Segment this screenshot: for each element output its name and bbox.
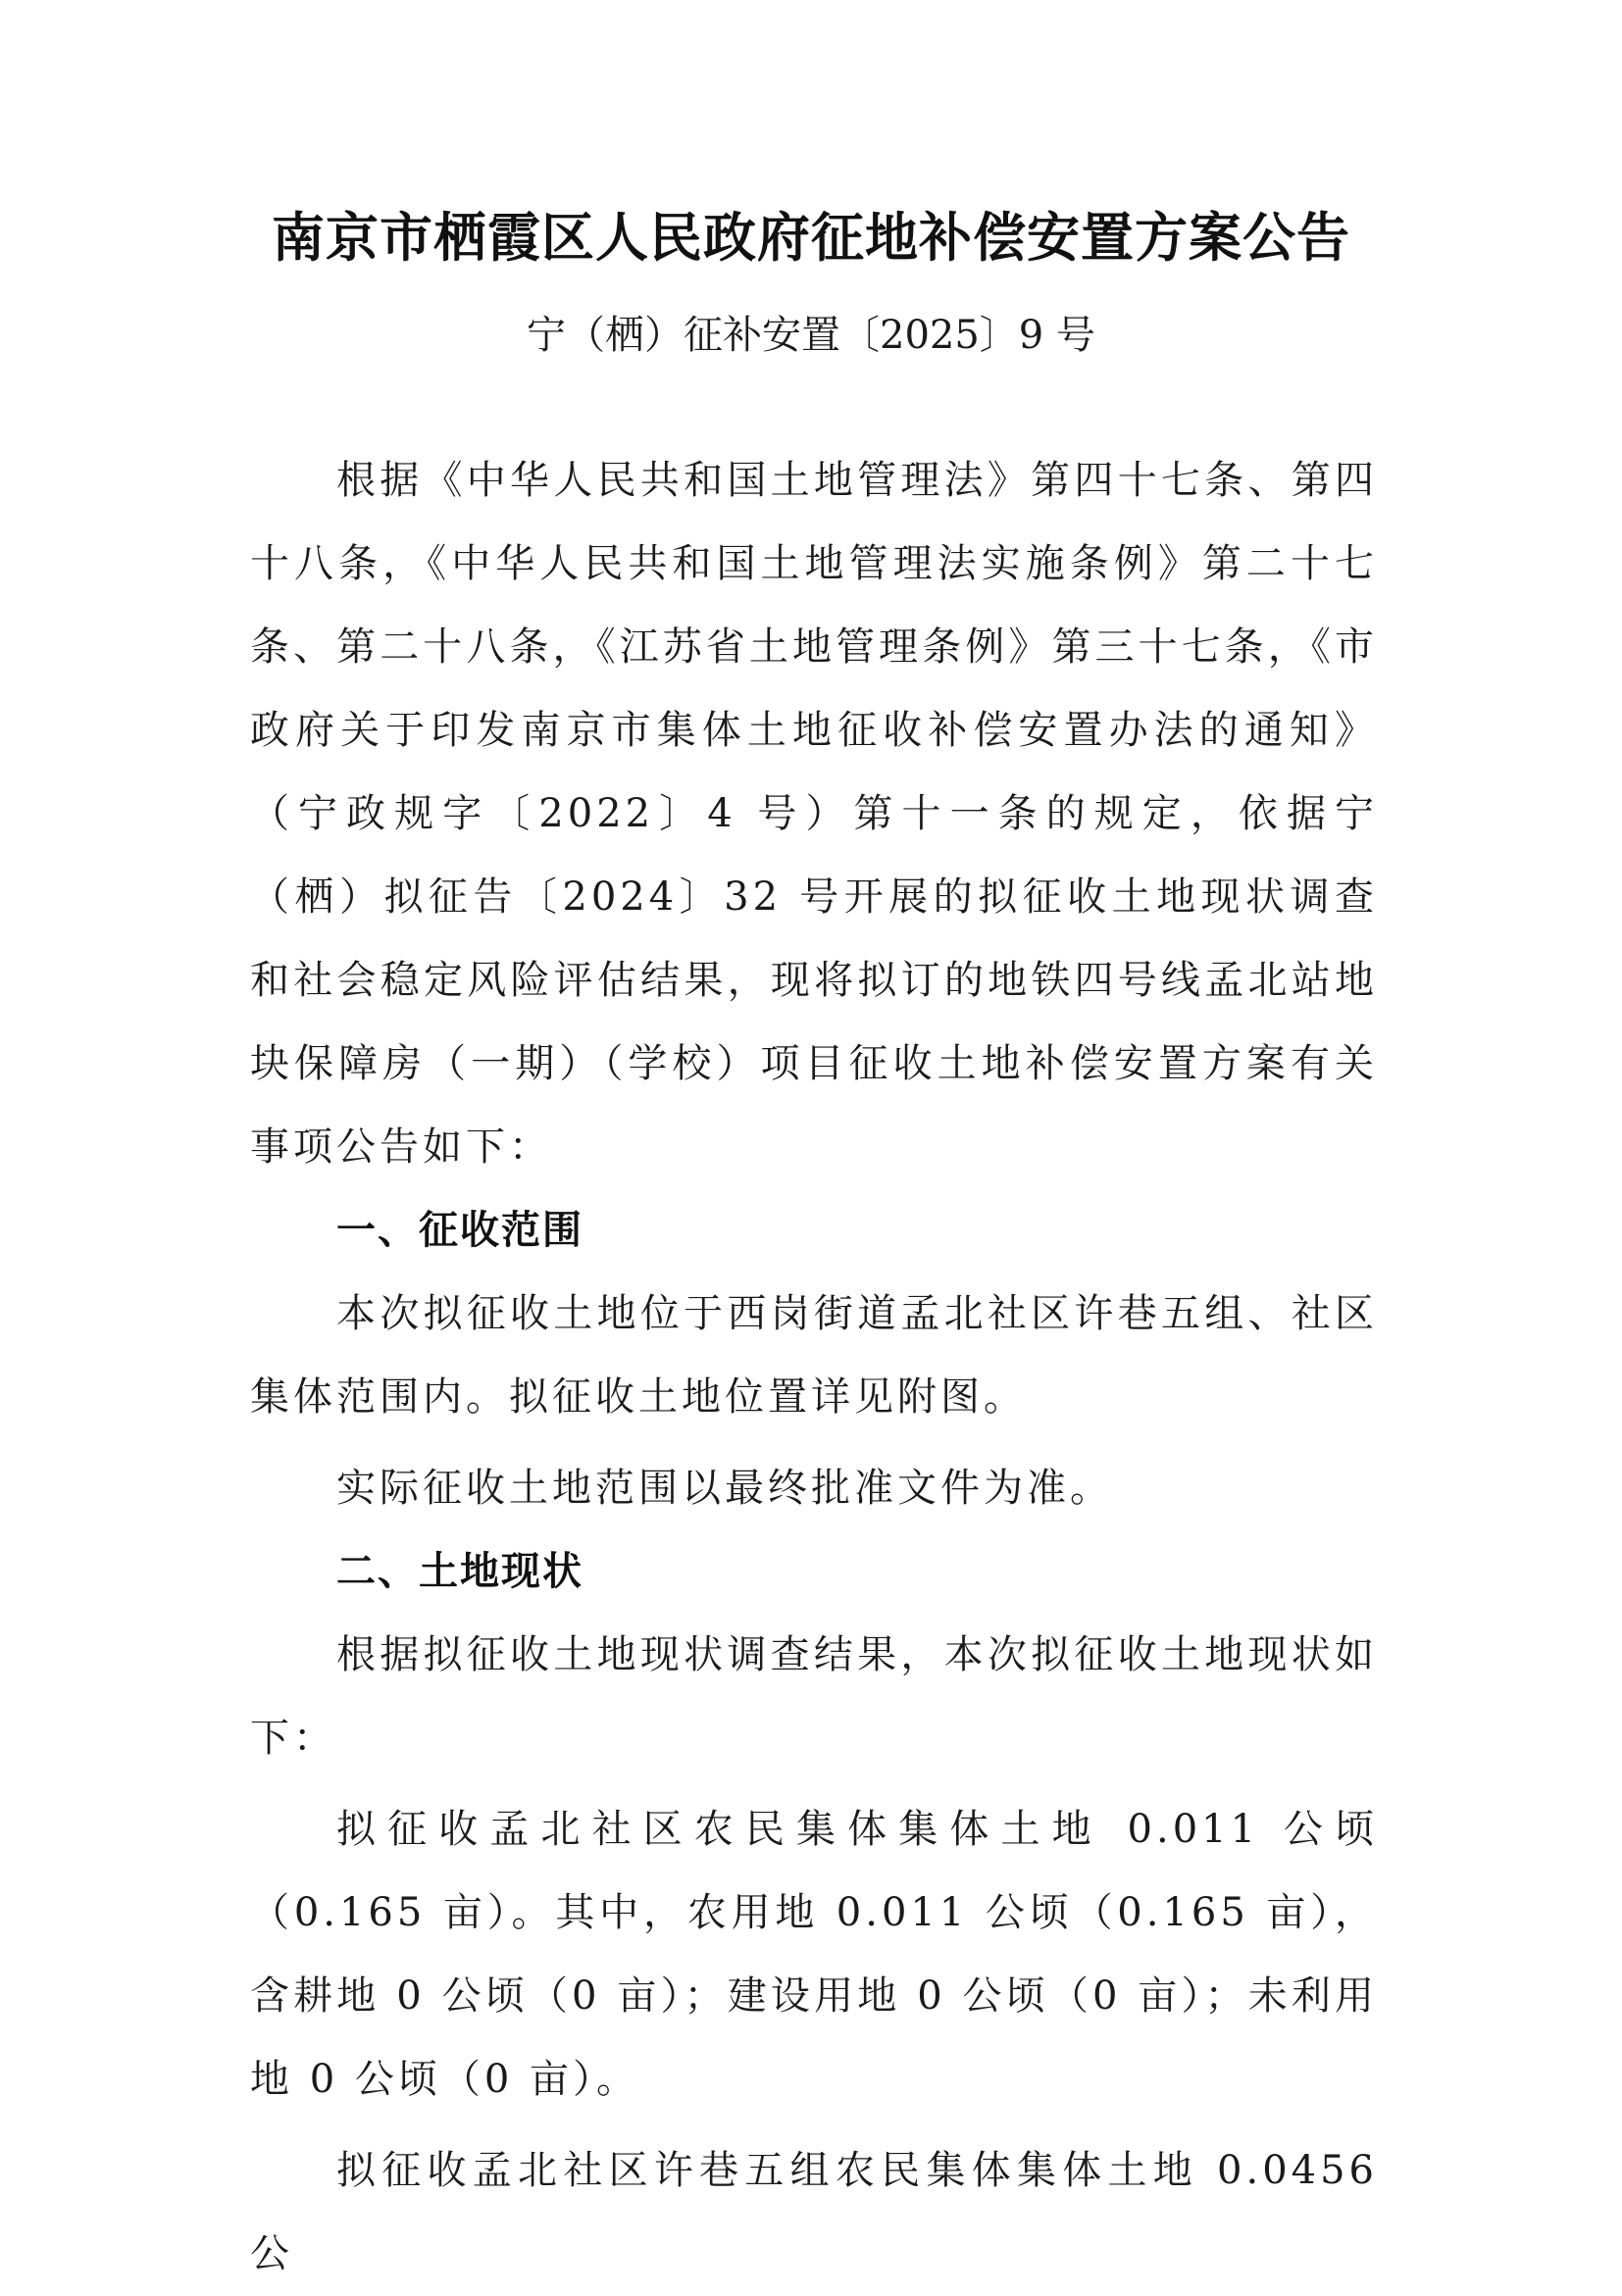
- land-status-intro-paragraph: 根据拟征收土地现状调查结果，本次拟征收土地现状如下：: [250, 1632, 1378, 1761]
- document-body: [250, 439, 1378, 2296]
- scope-note-paragraph: 实际征收土地范围以最终批准文件为准。: [336, 1466, 1113, 1511]
- section-heading-land-status: 二、土地现状: [336, 1549, 583, 1594]
- intro-paragraph: 根据《中华人民共和国土地管理法》第四十七条、第四十八条，《中华人民共和国土地管理法实施条例》第二十七条、第二十八条，《江苏省土地管理条例》第三十七条，《市政府关于印发南京市集体土地征收补偿安置办法的通知》（宁政规字〔2022〕4 号）第十一条的规定，依据宁（栖）拟征告〔2024〕32 号开展的拟征收土地现状调查和社会稳定风险评估结果，现将拟订的地铁四号线孟北站地块保障房（一期）（学校）项目征收土地补偿安置方案有关事项公告如下：: [250, 458, 1378, 1170]
- scope-paragraph: 本次拟征收土地位于西岗街道孟北社区许巷五组、社区集体范围内。拟征收土地位置详见附图。: [250, 1291, 1378, 1420]
- section-heading-scope: 一、征收范围: [336, 1208, 583, 1253]
- document-number: 宁（栖）征补安置〔2025〕9 号: [527, 313, 1095, 358]
- land-status-mengbei-paragraph: 拟征收孟北社区农民集体集体土地 0.011 公顷（0.165 亩）。其中，农用地 0.011 公顷（0.165 亩），含耕地 0 公顷（0 亩）；建设用地 0 公顷（0 亩）；未利用地 0 公顷（0 亩）。: [250, 1807, 1378, 2102]
- document-title: 南京市栖霞区人民政府征地补偿安置方案公告: [272, 207, 1350, 269]
- land-status-xuxiang-paragraph: 拟征收孟北社区许巷五组农民集体集体土地 0.0456 公: [250, 2148, 1378, 2276]
